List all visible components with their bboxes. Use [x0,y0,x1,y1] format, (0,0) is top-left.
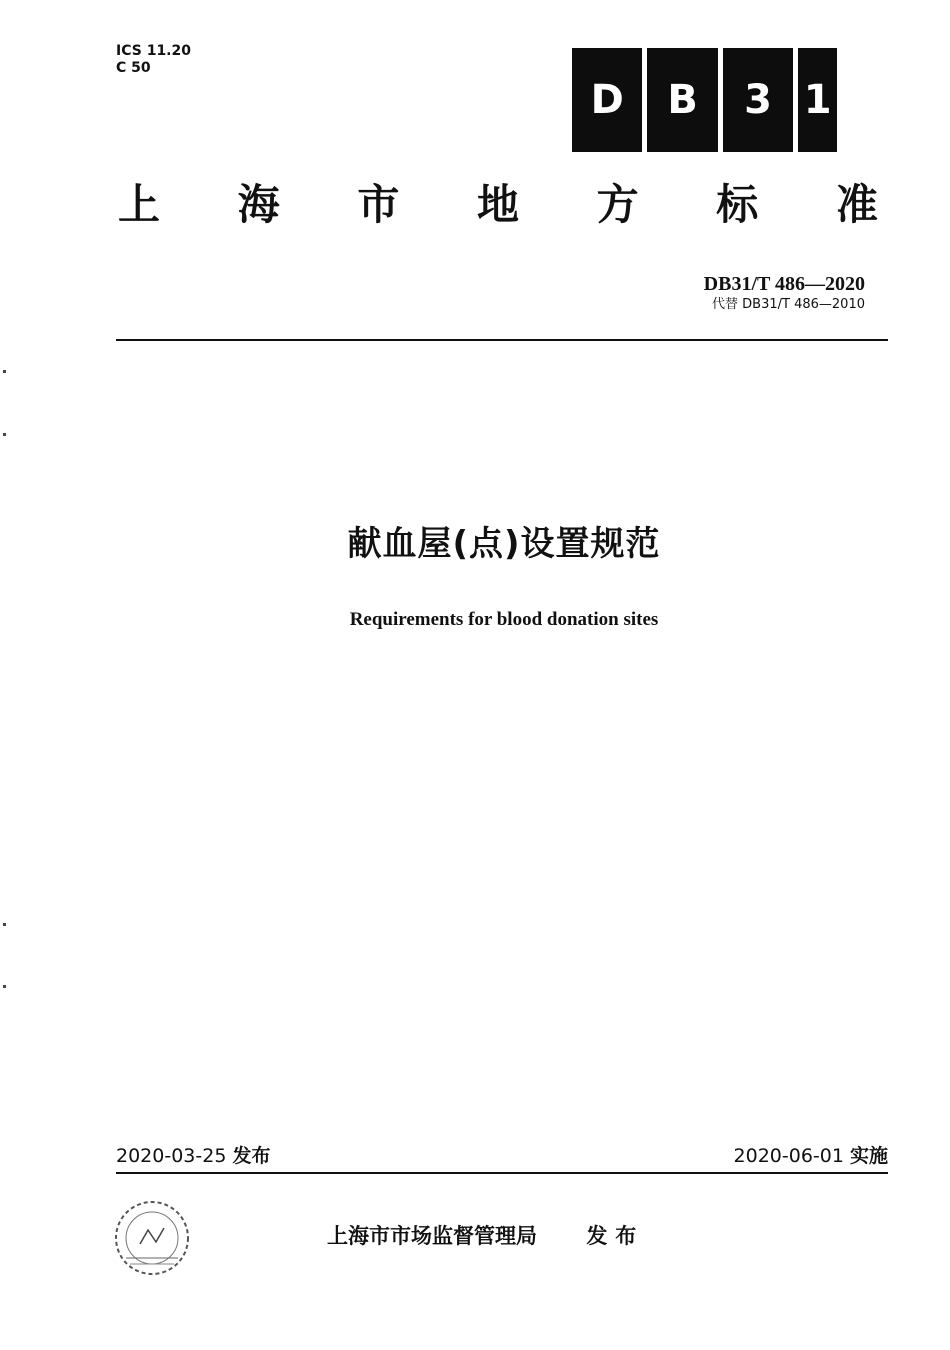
standard-number-block [704,272,865,314]
top-divider [116,339,888,341]
logo-glyph-1: 1 [798,48,837,152]
issue-date: 2020-03-25 [116,1145,227,1167]
publish-action: 发布 [586,1224,645,1248]
scan-mark [3,923,6,926]
scan-mark [3,370,6,373]
issue-date-line [116,1144,270,1168]
standard-category-title [118,180,878,230]
scan-mark [3,985,6,988]
category-char: 地 [476,180,519,229]
logo-glyph-d: D [572,48,642,152]
replaces-note: 代替 DB31/T 486—2010 [712,297,865,312]
category-char: 方 [596,180,639,229]
implementation-date: 2020-06-01 [733,1145,844,1167]
category-char: 海 [237,180,280,229]
implementation-label: 实施 [849,1145,888,1167]
db31-logo [572,48,837,152]
scan-mark [3,433,6,436]
issue-label: 发布 [232,1145,271,1167]
document-title-chinese: 献血屋(点)设置规范 [347,524,661,564]
category-char: 上 [118,180,161,229]
category-char: 标 [716,180,759,229]
ccs-code: C 50 [116,60,151,76]
classification-block [116,43,191,77]
standard-code: DB31/T 486—2020 [703,273,865,295]
category-char: 市 [357,180,400,229]
document-title-english: Requirements for blood donation sites [349,609,659,630]
category-char: 准 [835,180,878,229]
implementation-date-line [734,1144,888,1168]
publisher-name: 上海市市场监督管理局 [327,1224,537,1248]
bottom-divider [116,1172,888,1174]
publisher-line [327,1222,644,1250]
logo-glyph-3: 3 [723,48,793,152]
logo-glyph-b: B [647,48,717,152]
stamp-icon [110,1196,194,1280]
ics-code: ICS 11.20 [116,43,191,59]
